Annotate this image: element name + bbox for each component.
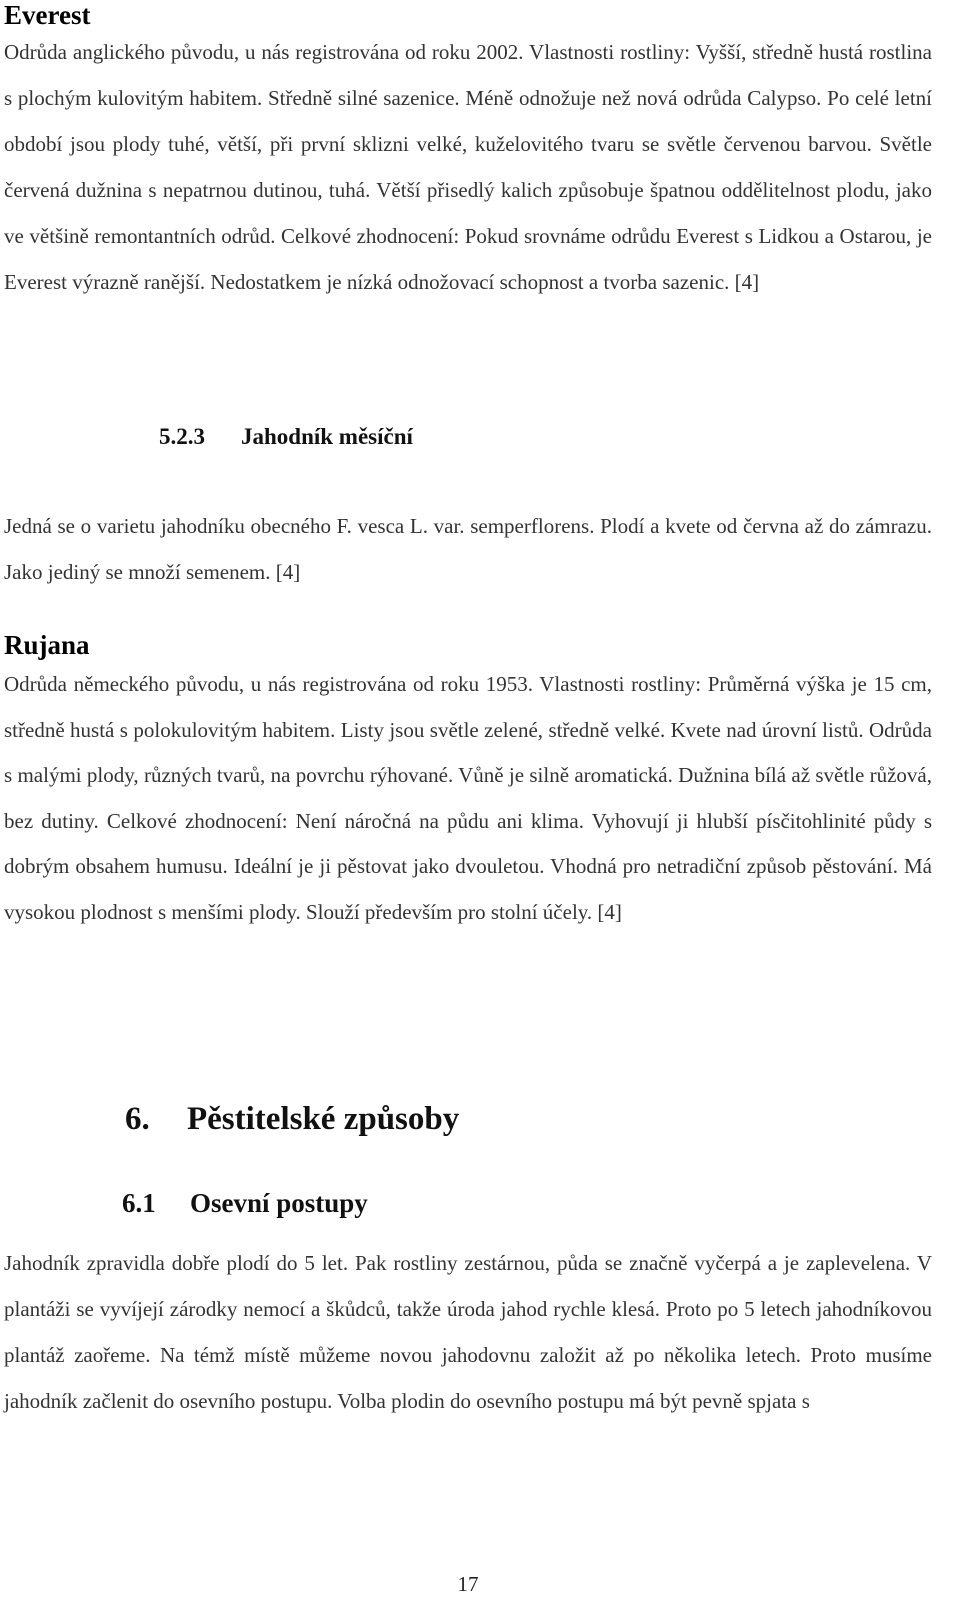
section-number: 6.1 (122, 1188, 156, 1218)
page-number: 17 (457, 1572, 479, 1596)
subsection-number: 5.2.3 (159, 424, 205, 449)
variety-heading-rujana: Rujana (4, 630, 90, 660)
chapter-heading-pestitelske-zpusoby (125, 1101, 459, 1138)
subsection-title: Jahodník měsíční (241, 424, 413, 449)
osevni-postupy-paragraph: Jahodník zpravidla dobře plodí do 5 let. Pak rostliny zestárnou, půda se značně vyčerpá a je zaplevelena. V plantáži se vyvíjejí zárodky nemocí a škůdců, takže úroda jahod rychle klesá. Proto po 5 letech jahodníkovou plantáž zaořeme. Na témž místě můžeme novou jahodovnu založit až po několika letech. Proto musíme jahodník začlenit do osevního postupu. Volba plodin do osevního postupu má být pevně spjata s (4, 1251, 932, 1413)
rujana-paragraph: Odrůda německého původu, u nás registrována od roku 1953. Vlastnosti rostliny: Průměrná výška je 15 cm, středně hustá s polokulovitým habitem. Listy jsou světle zelené, středně velké. Kvete nad úrovní listů. Odrůda s malými plody, různých tvarů, na povrchu rýhované. Vůně je silně aromatická. Dužnina bílá až světle růžová, bez dutiny. Celkové zhodnocení: Není náročná na půdu ani klima. Vyhovují ji hlubší písčitohlinité půdy s dobrým obsahem humusu. Ideální je ji pěstovat jako dvouletou. Vhodná pro netradiční způsob pěstování. Má vysokou plodnost s menšími plody. Slouží především pro stolní účely. [4] (4, 672, 932, 924)
section-title: Osevní postupy (190, 1188, 368, 1218)
section-heading-osevni-postupy (122, 1188, 368, 1219)
jahodnik-mesicni-paragraph: Jedná se o varietu jahodníku obecného F. vesca L. var. semperflorens. Plodí a kvete od června až do zámrazu. Jako jediný se množí semenem. [4] (4, 514, 932, 584)
subsection-heading-jahodnik-mesicni (159, 424, 413, 450)
chapter-number: 6. (125, 1101, 150, 1137)
variety-heading-everest: Everest (4, 0, 91, 30)
everest-paragraph: Odrůda anglického původu, u nás registrována od roku 2002. Vlastnosti rostliny: Vyšší, středně hustá rostlina s plochým kulovitým habitem. Středně silné sazenice. Méně odnožuje než nová odrůda Calypso. Po celé letní období jsou plody tuhé, větší, při první sklizni velké, kuželovitého tvaru se světle červenou barvou. Světle červená dužnina s nepatrnou dutinou, tuhá. Větší přisedlý kalich způsobuje špatnou oddělitelnost plodu, jako ve většině remontantních odrůd. Celkové zhodnocení: Pokud srovnáme odrůdu Everest s Lidkou a Ostarou, je Everest výrazně ranější. Nedostatkem je nízká odnožovací schopnost a tvorba sazenic. [4] (4, 40, 932, 294)
chapter-title: Pěstitelské způsoby (187, 1101, 460, 1137)
